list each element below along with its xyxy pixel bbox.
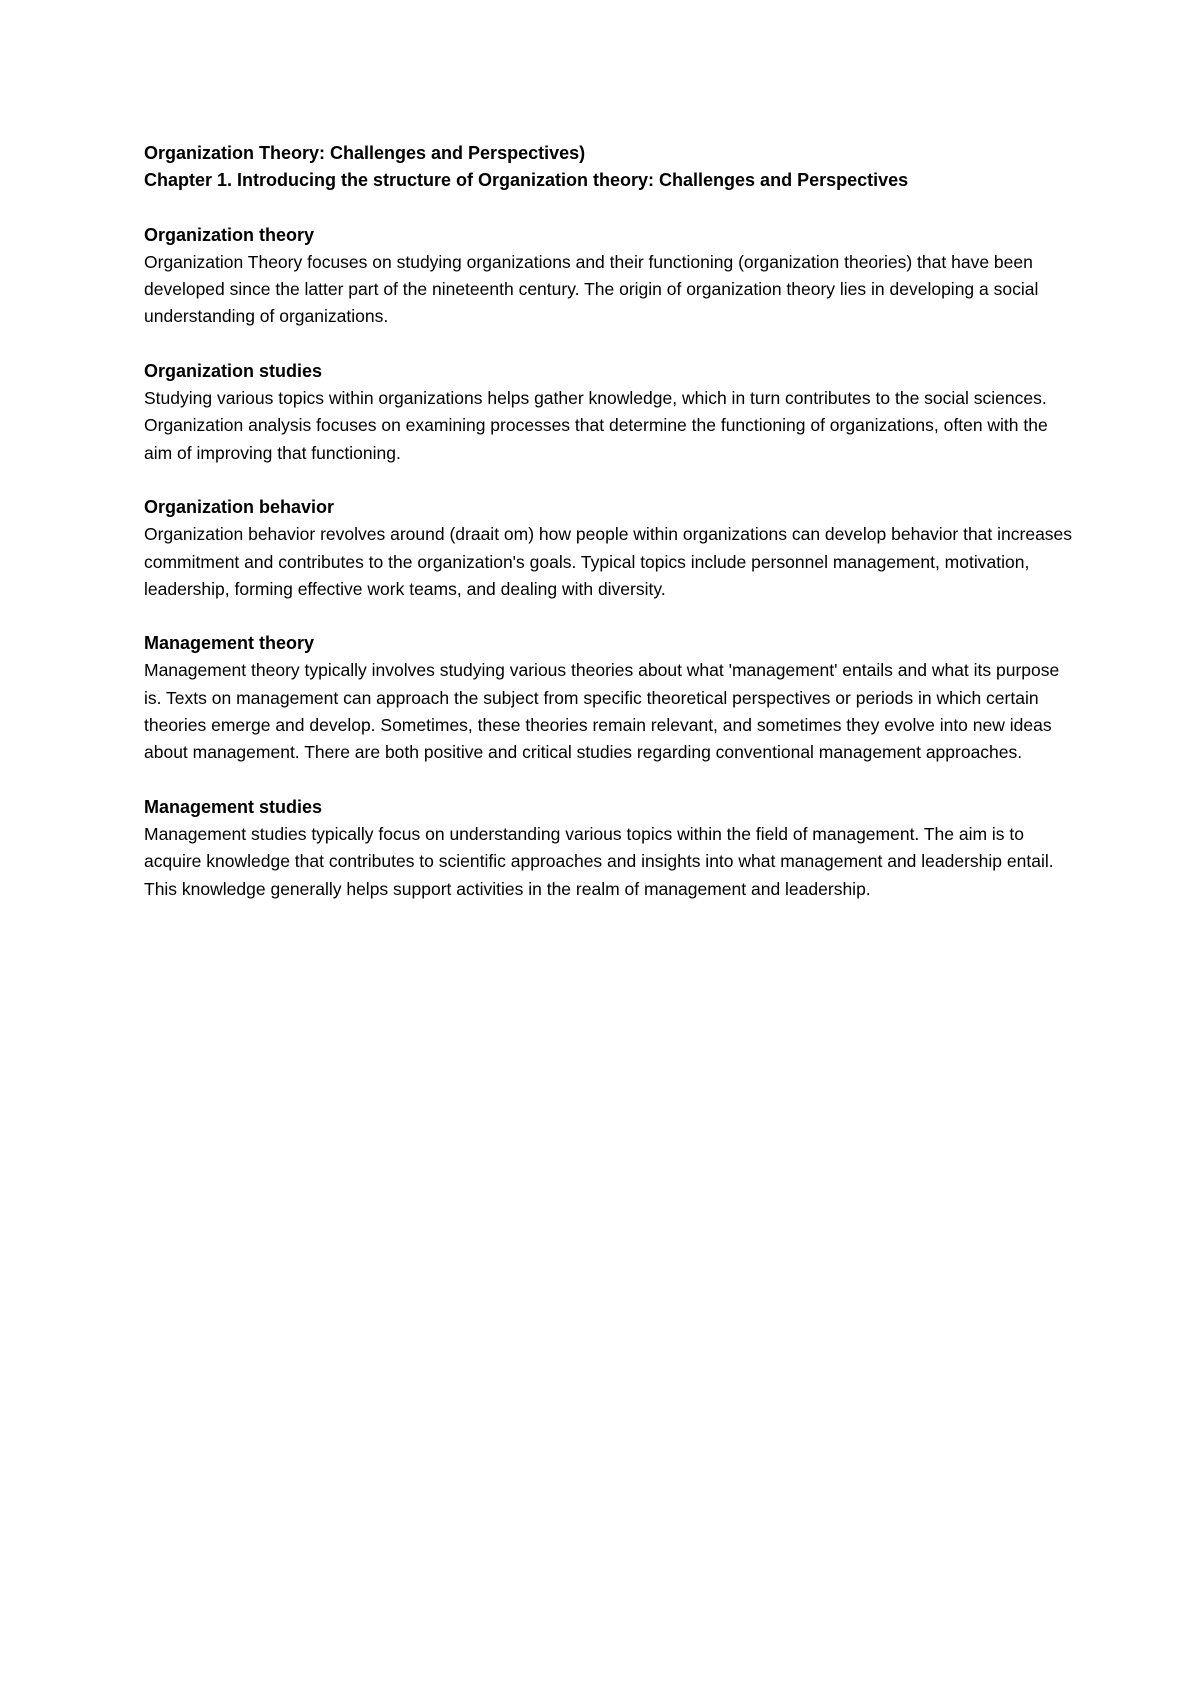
document-title: Organization Theory: Challenges and Perspectives) [144, 143, 586, 163]
section-organization-studies [144, 358, 1074, 467]
section-body: Management theory typically involves studying various theories about what 'management' entails and what its purpose is. Texts on management can approach the subject from specific theoretical perspectives or periods in which certain theories emerge and develop. Sometimes, these theories remain relevant, and sometimes they evolve into new ideas about management. There are both positive and critical studies regarding conventional management approaches. [144, 660, 1060, 763]
section-body: Studying various topics within organizations helps gather knowledge, which in turn contributes to the social sciences. Organization analysis focuses on examining processes that determine the functioning of organizations, often with the aim of improving that functioning. [144, 388, 1048, 463]
document-page [144, 140, 1074, 903]
section-body: Organization behavior revolves around (draait om) how people within organizations can develop behavior that increases commitment and contributes to the organization's goals. Typical topics include personnel management, motivation, leadership, forming effective work teams, and dealing with diversity. [144, 524, 1073, 599]
section-heading: Organization theory [144, 224, 315, 245]
section-management-studies [144, 794, 1074, 903]
section-management-theory [144, 630, 1074, 766]
section-heading: Management studies [144, 796, 323, 817]
section-heading: Organization behavior [144, 496, 335, 517]
chapter-title: Chapter 1. Introducing the structure of Organization theory: Challenges and Perspectives [144, 170, 909, 191]
section-organization-theory [144, 222, 1074, 331]
section-organization-behavior [144, 494, 1074, 603]
section-heading: Organization studies [144, 360, 323, 381]
section-body: Management studies typically focus on understanding various topics within the field of management. The aim is to acquire knowledge that contributes to scientific approaches and insights into what management and leadership entail. This knowledge generally helps support activities in the realm of management and leadership. [144, 823, 1054, 899]
section-heading: Management theory [144, 633, 315, 654]
section-body: Organization Theory focuses on studying organizations and their functioning (organization theories) that have been developed since the latter part of the nineteenth century. The origin of organization theory lies in developing a social understanding of organizations. [144, 251, 1039, 327]
